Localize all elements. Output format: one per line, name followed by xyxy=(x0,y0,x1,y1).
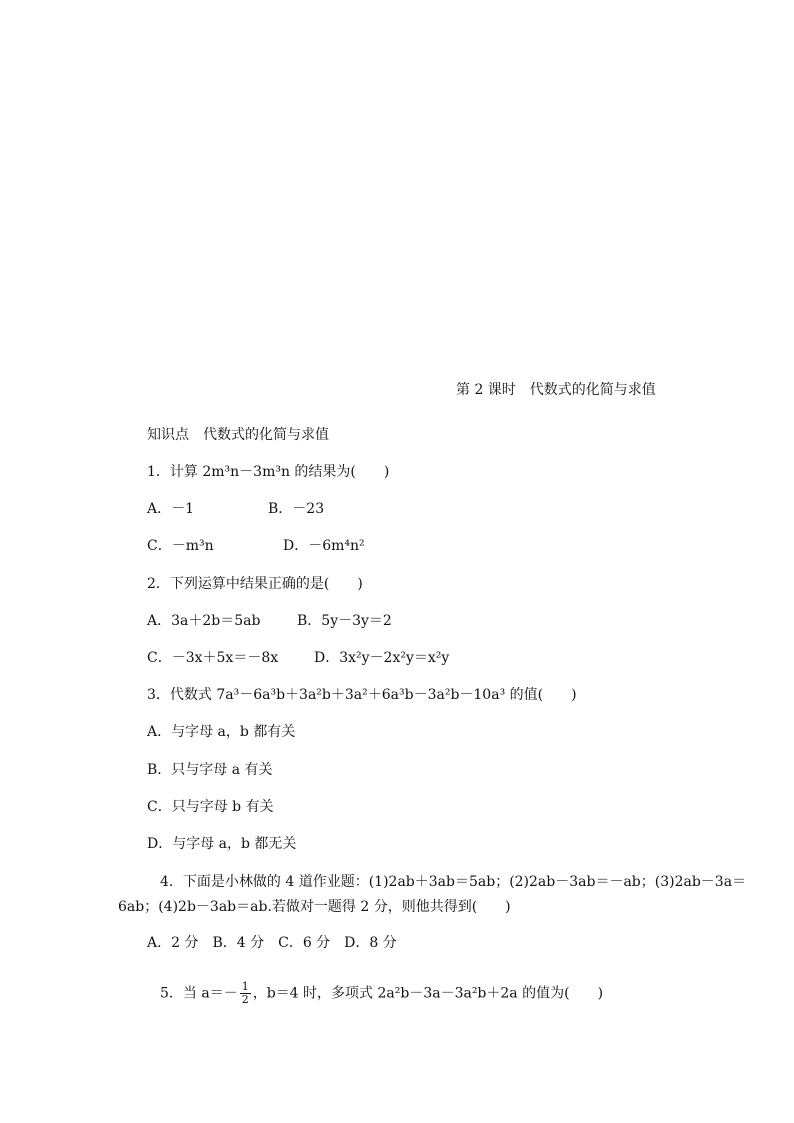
knowledge-point-heading: 知识点 代数式的化简与求值 xyxy=(147,427,329,443)
question-5-stem xyxy=(160,981,603,1006)
question-4-options: A．2 分 B．4 分 C．6 分 D．8 分 xyxy=(147,935,397,951)
lesson-title: 第 2 课时 代数式的化简与求值 xyxy=(456,382,656,398)
fraction-denominator: 2 xyxy=(241,993,249,1006)
question-2-option-b: B．5y－3y＝2 xyxy=(297,613,392,629)
question-3-option-d: D．与字母 a，b 都无关 xyxy=(147,836,297,852)
question-3-option-b: B．只与字母 a 有关 xyxy=(147,762,273,778)
question-1-option-c: C．－m³n xyxy=(147,538,214,554)
question-1-option-a: A．－1 xyxy=(147,501,195,517)
question-1-option-d: D．－6m⁴n² xyxy=(283,538,365,554)
question-2-option-c: C．－3x＋5x＝－8x xyxy=(147,650,279,666)
fraction-numerator: 1 xyxy=(241,980,249,993)
question-1-stem: 1．计算 2m³n－3m³n 的结果为( ) xyxy=(147,464,390,480)
fraction-one-half xyxy=(240,981,251,1006)
question-2-option-a: A．3a＋2b＝5ab xyxy=(147,613,261,629)
question-2-option-d: D．3x²y－2x²y＝x²y xyxy=(314,650,450,666)
question-2-stem: 2．下列运算中结果正确的是( ) xyxy=(147,576,363,592)
question-3-stem: 3．代数式 7a³－6a³b＋3a²b＋3a²＋6a³b－3a²b－10a³ 的值( ) xyxy=(147,687,577,703)
question-4-stem-line-1: 4．下面是小林做的 4 道作业题：(1)2ab＋3ab＝5ab；(2)2ab－3ab＝－ab；(3)2ab－3a＝ xyxy=(160,874,747,890)
question-3-option-c: C．只与字母 b 有关 xyxy=(147,799,274,815)
question-1-option-b: B．－23 xyxy=(268,501,325,517)
question-4-stem-line-2: 6ab；(4)2b－3ab＝ab.若做对一题得 2 分，则他共得到( ) xyxy=(118,899,511,915)
question-5-suffix: ，b＝4 时，多项式 2a²b－3a－3a²b＋2a 的值为( ) xyxy=(252,985,604,1002)
question-3-option-a: A．与字母 a，b 都有关 xyxy=(147,724,296,740)
question-5-prefix: 5．当 a＝－ xyxy=(160,985,238,1002)
